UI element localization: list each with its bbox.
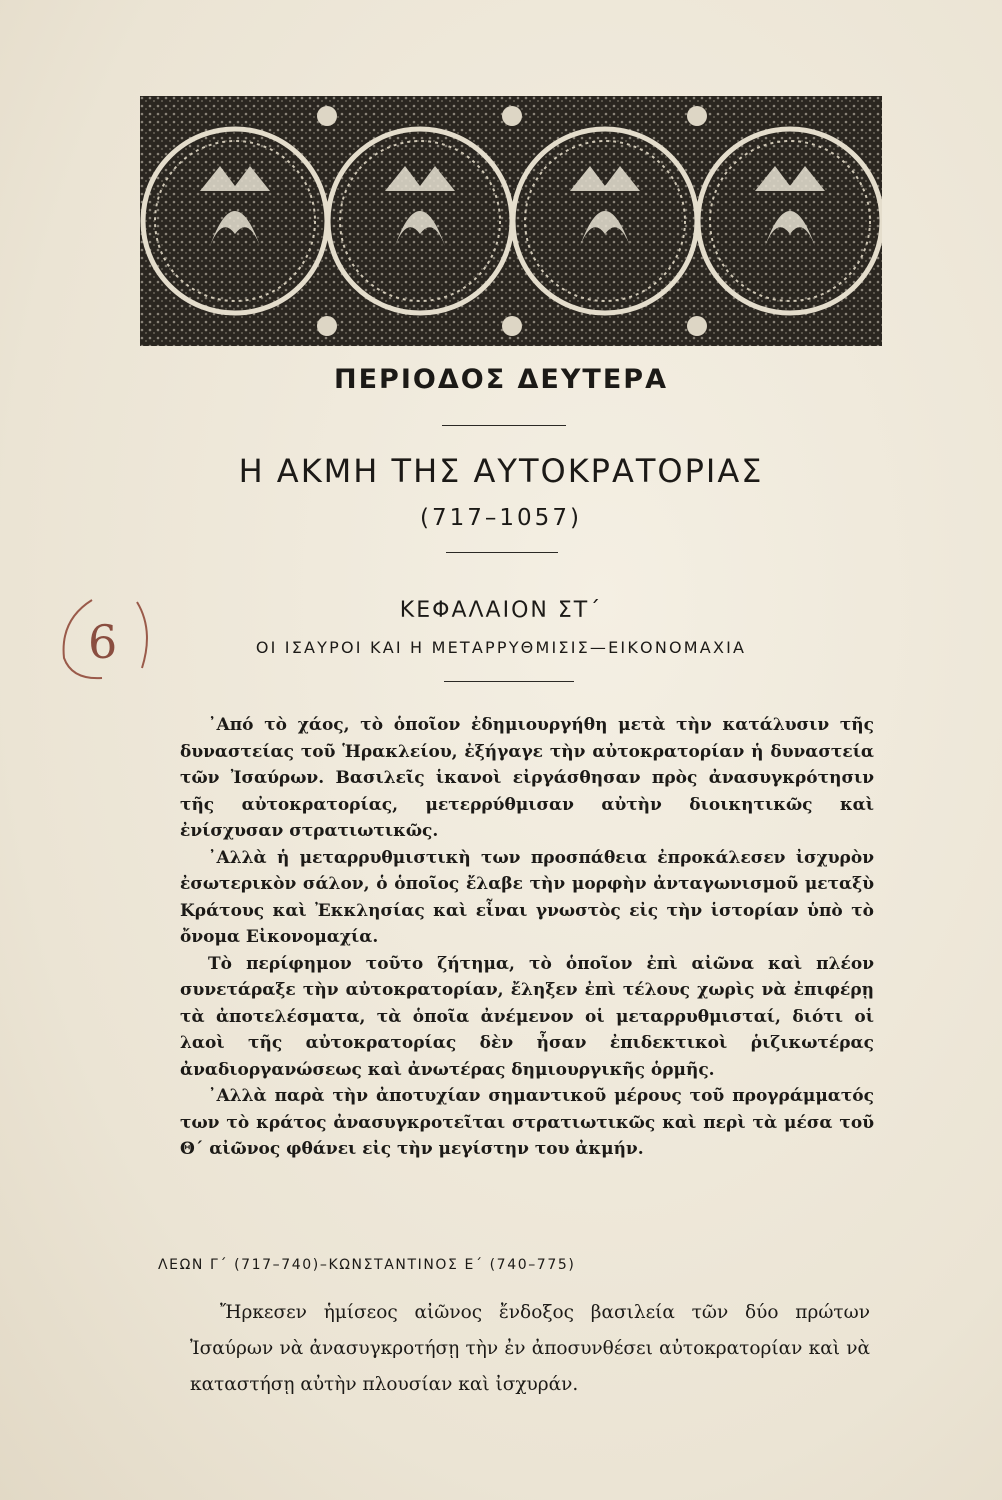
section-heading: ΛΕΩΝ Γ΄ (717–740)–ΚΩΝΣΤΑΝΤΙΝΟΣ Ε΄ (740–775) — [158, 1257, 576, 1273]
handwritten-number: 6 — [88, 615, 118, 669]
divider — [442, 425, 566, 426]
chapter-heading: ΚΕΦΑΛΑΙΟΝ ΣΤ΄ — [399, 598, 603, 623]
paragraph: ᾿Αλλὰ παρὰ τὴν ἀποτυχίαν σημαντικοῦ μέρους τοῦ προγράμματός των τὸ κράτος ἀνασυγκροτεῖται στρατιωτικῶς καὶ περὶ τὰ μέσα τοῦ Θ΄ αἰῶνος φθάνει εἰς τὴν μεγίστην του ἀκμήν. — [180, 1086, 874, 1159]
paragraph: ᾿Από τὸ χάος, τὸ ὁποῖον ἐδημιουργήθη μετὰ τὴν κατάλυσιν τῆς δυναστείας τοῦ Ἡρακλείου, ἐξήγαγε τὴν αὐτοκρατορίαν ἡ δυναστεία τῶν Ἰσαύρων. Βασιλεῖς ἱκανοὶ εἰργάσθησαν πρὸς ἀνασυγκρότησιν τῆς αὐτοκρατορίας, μετερρύθμισαν αὐτὴν διοικητικῶς καὶ ἐνίσχυσαν στρατιωτικῶς. — [180, 715, 874, 841]
page-title: Η ΑΚΜΗ ΤΗΣ ΑΥΤΟΚΡΑΤΟΡΙΑΣ — [238, 452, 764, 490]
chapter-subtitle: ΟΙ ΙΣΑΥΡΟΙ ΚΑΙ Η ΜΕΤΑΡΡΥΘΜΙΣΙΣ—ΕΙΚΟΝΟΜΑΧΙΑ — [255, 638, 747, 657]
period-heading: ΠΕΡΙΟΔΟΣ ΔΕΥΤΕΡΑ — [334, 364, 668, 395]
chapter-intro — [180, 712, 874, 1163]
title-years: (717–1057) — [420, 505, 582, 531]
section-body — [190, 1295, 870, 1403]
paragraph: ᾿Αλλὰ ἡ μεταρρυθμιστικὴ των προσπάθεια ἐπροκάλεσεν ἰσχυρὸν ἐσωτερικὸν σάλον, ὁ ὁποῖος ἔλαβε τὴν μορφὴν ἀνταγωνισμοῦ μεταξὺ Κράτους καὶ Ἐκκλησίας καὶ εἶναι γνωστὸς εἰς τὴν ἱστορίαν ὑπὸ τὸ ὄνομα Εἰκονομαχία. — [180, 847, 874, 947]
divider — [444, 681, 574, 682]
handwritten-page-mark — [52, 580, 162, 690]
ornamental-header-image — [140, 96, 882, 346]
byzantine-textile-pattern — [140, 96, 882, 346]
paragraph: Τὸ περίφημον τοῦτο ζήτημα, τὸ ὁποῖον ἐπὶ αἰῶνα καὶ πλέον συνετάραξε τὴν αὐτοκρατορίαν, ἔληξεν ἐπὶ τέλους χωρὶς νὰ ἐπιφέρῃ τὰ ἀποτελέσματα, τὰ ὁποῖα ἀνέμενον οἱ μεταρρυθμισταί, διότι οἱ λαοὶ τῆς αὐτοκρατορίας δὲν ἦσαν ἐπιδεκτικοὶ ῥιζικωτέρας ἀναδιοργανώσεως καὶ ἀνωτέρας δημιουργικῆς ὁρμῆς. — [180, 953, 874, 1080]
paragraph: Ἤρκεσεν ἡμίσεος αἰῶνος ἔνδοξος βασιλεία τῶν δύο πρώτων Ἰσαύρων νὰ ἀνασυγκροτήσῃ τὴν ἐν ἀποσυνθέσει αὐτοκρατορίαν καὶ νὰ καταστήσῃ αὐτὴν πλουσίαν καὶ ἰσχυράν. — [190, 1302, 870, 1395]
divider — [446, 552, 558, 553]
